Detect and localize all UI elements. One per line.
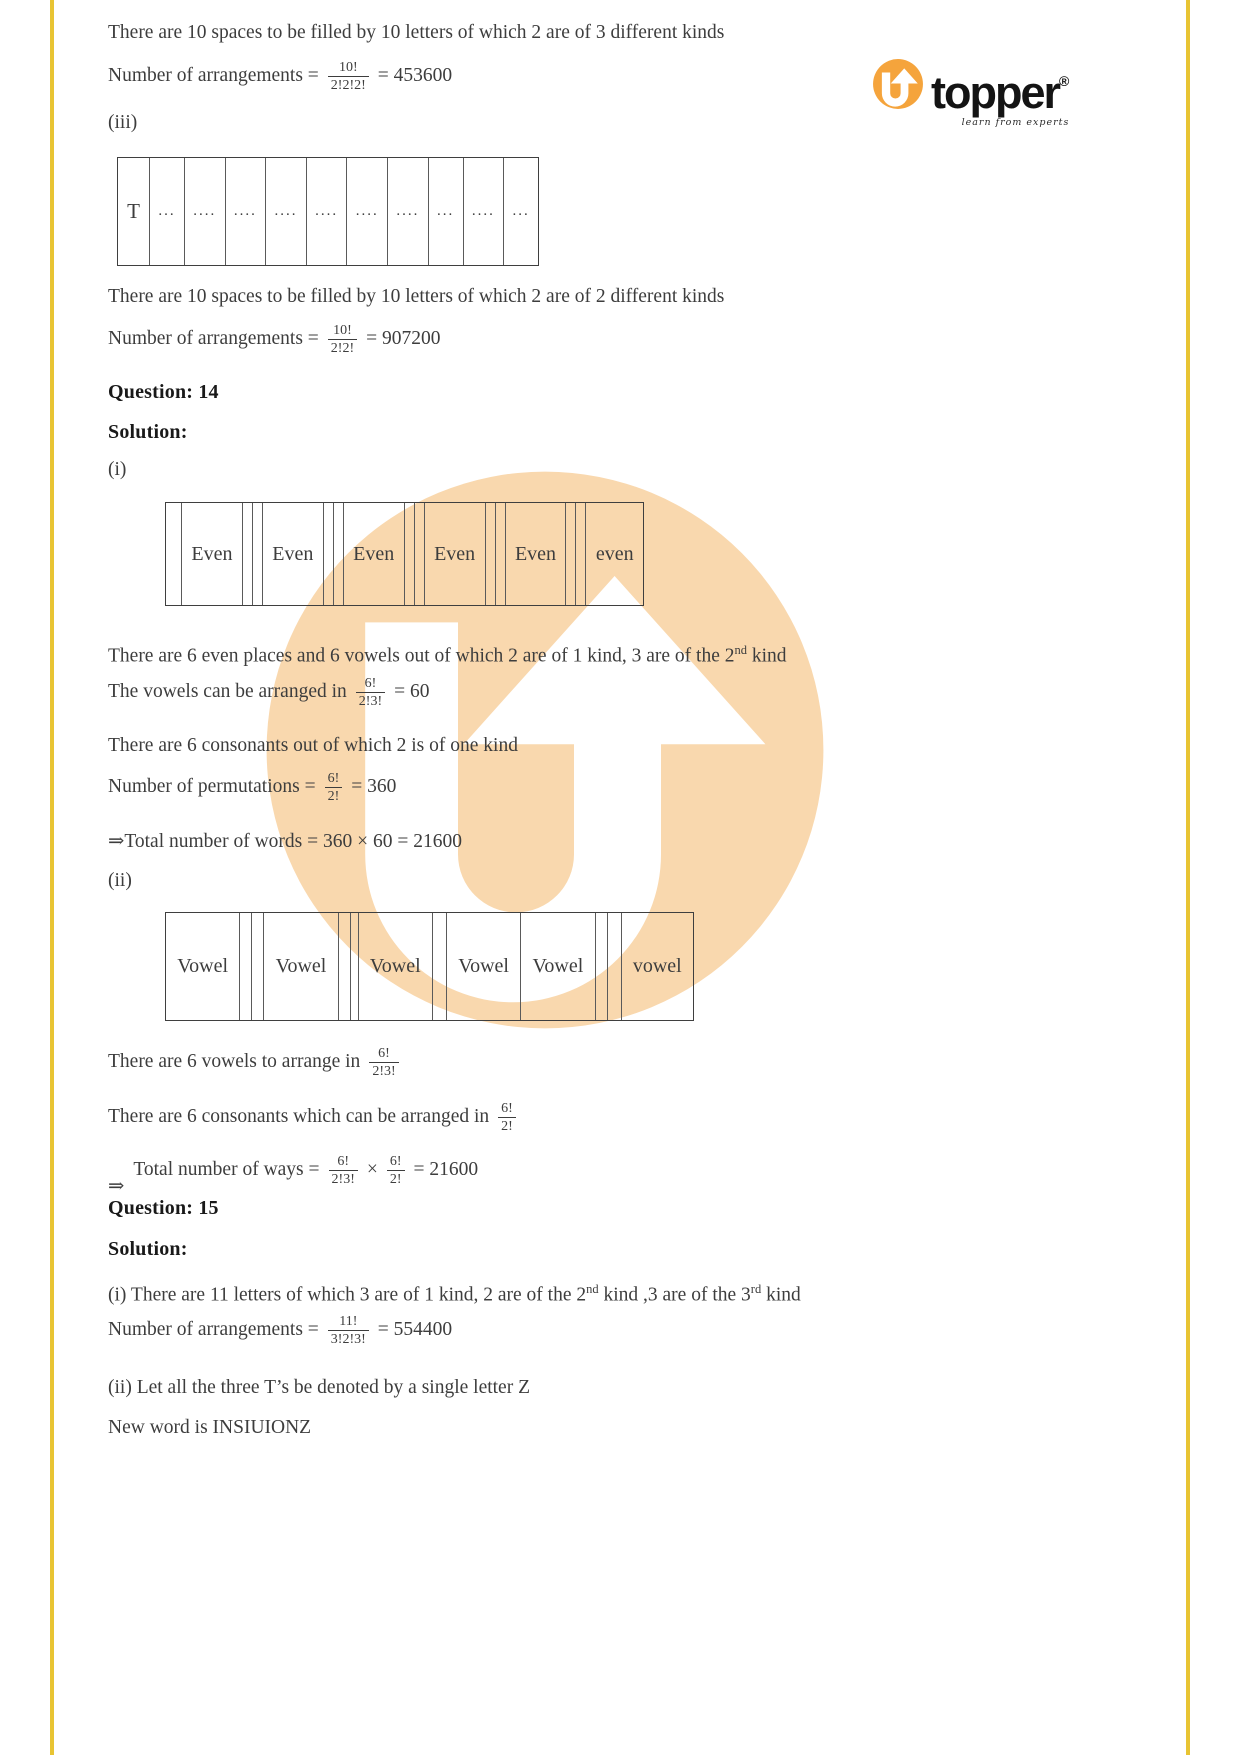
brand-name-text: topper bbox=[931, 67, 1059, 118]
table-cell: .... bbox=[464, 158, 505, 265]
table-cell: ... bbox=[150, 158, 185, 265]
equation-label: Number of arrangements = bbox=[108, 328, 319, 349]
table-cell: Vowel bbox=[447, 913, 521, 1020]
table-cell bbox=[576, 503, 586, 605]
table-cell bbox=[496, 503, 506, 605]
brand-logo bbox=[872, 58, 1069, 128]
fraction-denominator: 2!3! bbox=[356, 692, 385, 710]
paragraph-text: kind ,3 are of the 3 bbox=[598, 1284, 751, 1306]
table-cell bbox=[240, 913, 252, 1020]
list-marker: (ii) bbox=[108, 870, 132, 891]
table-cell: Even bbox=[344, 503, 405, 605]
equation-label: The vowels can be arranged in bbox=[108, 681, 347, 702]
ordinal-suffix: rd bbox=[750, 1282, 762, 1296]
equation bbox=[108, 668, 429, 716]
table-cell: Vowel bbox=[264, 913, 338, 1020]
table-cell: vowel bbox=[632, 955, 682, 977]
question-heading: Question: 15 bbox=[108, 1197, 219, 1219]
equation bbox=[108, 1146, 479, 1197]
fraction bbox=[387, 1153, 405, 1188]
fraction-denominator: 2!3! bbox=[329, 1170, 358, 1188]
fraction-denominator: 2!2!2! bbox=[328, 76, 369, 94]
paragraph: There are 6 consonants out of which 2 is of one kind bbox=[108, 735, 518, 756]
fraction-numerator: 6! bbox=[364, 675, 377, 691]
table-cell: Even bbox=[425, 503, 486, 605]
paragraph-text: kind bbox=[761, 1284, 801, 1306]
paragraph-text: kind bbox=[746, 645, 787, 667]
fraction-numerator: 6! bbox=[389, 1153, 402, 1169]
fraction bbox=[328, 1313, 369, 1348]
equation-result: = 60 bbox=[394, 681, 430, 702]
implies-arrow: ⇒ bbox=[108, 1176, 125, 1197]
table-cell: .... bbox=[347, 158, 388, 265]
fraction-denominator: 2! bbox=[387, 1170, 405, 1188]
fraction bbox=[328, 322, 357, 357]
fraction-numerator: 6! bbox=[378, 1045, 390, 1061]
list-marker: (iii) bbox=[108, 112, 138, 133]
table-cell bbox=[166, 503, 182, 605]
equation-result: = 360 bbox=[351, 776, 397, 797]
equation-result: = 554400 bbox=[377, 1319, 453, 1340]
equation-label: Number of arrangements = bbox=[108, 65, 319, 86]
equation-label: Number of permutations = bbox=[108, 776, 316, 797]
fraction-denominator: 2!2! bbox=[328, 339, 357, 357]
table-cell: ... bbox=[512, 203, 530, 219]
fraction-numerator: 6! bbox=[327, 770, 340, 786]
table-cell: .... bbox=[266, 158, 307, 265]
table-cell bbox=[596, 913, 608, 1020]
equation-label: There are 6 consonants which can be arranged in bbox=[108, 1106, 490, 1127]
table-cell: Vowel bbox=[166, 913, 240, 1020]
table-cell bbox=[253, 503, 263, 605]
table-cell bbox=[339, 913, 351, 1020]
table-cell: .... bbox=[307, 158, 348, 265]
table-cell bbox=[324, 503, 334, 605]
question-heading: Question: 14 bbox=[108, 381, 219, 403]
times-sign: × bbox=[366, 1159, 378, 1180]
fraction bbox=[325, 770, 343, 805]
equation-result: = 453600 bbox=[377, 65, 453, 86]
equation bbox=[108, 52, 452, 100]
brand-tagline: learn from experts bbox=[961, 117, 1070, 128]
equation-label: There are 6 vowels to arrange in bbox=[108, 1051, 361, 1072]
equation bbox=[108, 1306, 452, 1354]
table-cell bbox=[334, 503, 344, 605]
registered-mark: ® bbox=[1059, 73, 1070, 89]
table-cell bbox=[566, 503, 576, 605]
ordinal-suffix: nd bbox=[586, 1282, 599, 1296]
table-cell: T bbox=[118, 158, 150, 265]
table-cell: Vowel bbox=[521, 913, 595, 1020]
fraction bbox=[369, 1045, 398, 1080]
fraction-numerator: 11! bbox=[339, 1313, 358, 1329]
solution-heading: Solution: bbox=[108, 1238, 188, 1260]
list-marker: (i) bbox=[108, 459, 127, 480]
paragraph: There are 10 spaces to be filled by 10 letters of which 2 are of 2 different kinds bbox=[108, 286, 725, 307]
table-cell bbox=[351, 913, 359, 1020]
paragraph bbox=[108, 637, 787, 670]
paragraph: New word is INSIUIONZ bbox=[108, 1417, 312, 1438]
fraction-denominator: 2! bbox=[498, 1117, 516, 1135]
table-cell: even bbox=[595, 542, 634, 565]
equation bbox=[108, 763, 396, 811]
table-cell: .... bbox=[388, 158, 429, 265]
ordinal-suffix: nd bbox=[734, 643, 747, 657]
fraction-denominator: 3!2!3! bbox=[328, 1330, 369, 1348]
table-cell bbox=[608, 913, 622, 1020]
even-places-table bbox=[165, 502, 644, 606]
fraction bbox=[328, 59, 369, 94]
table-cell: .... bbox=[185, 158, 226, 265]
table-cell: Even bbox=[506, 503, 567, 605]
table-cell: Even bbox=[182, 503, 243, 605]
paragraph: ⇒Total number of words = 360 × 60 = 21600 bbox=[108, 831, 462, 852]
fraction-denominator: 2! bbox=[325, 787, 343, 805]
brand-text bbox=[931, 58, 1069, 128]
table-cell: ... bbox=[429, 158, 464, 265]
equation-label: Total number of ways = bbox=[133, 1159, 320, 1180]
vowel-places-table bbox=[165, 912, 694, 1021]
table-cell: Even bbox=[263, 503, 324, 605]
fraction-numerator: 10! bbox=[333, 322, 352, 338]
table-cell bbox=[486, 503, 496, 605]
fraction-numerator: 6! bbox=[337, 1153, 350, 1169]
paragraph: There are 10 spaces to be filled by 10 letters of which 2 are of 3 different kinds bbox=[108, 22, 725, 43]
table-cell bbox=[433, 913, 447, 1020]
equation-result: = 21600 bbox=[413, 1159, 479, 1180]
fraction-denominator: 2!3! bbox=[369, 1062, 398, 1080]
equation bbox=[108, 1038, 399, 1086]
fraction bbox=[329, 1153, 358, 1188]
fraction-numerator: 10! bbox=[338, 59, 358, 75]
fraction bbox=[356, 675, 385, 710]
table-cell bbox=[252, 913, 264, 1020]
paragraph: (ii) Let all the three T’s be denoted by a single letter Z bbox=[108, 1377, 530, 1398]
fraction-numerator: 6! bbox=[501, 1100, 513, 1116]
equation bbox=[108, 315, 441, 363]
solution-heading: Solution: bbox=[108, 421, 188, 443]
page-border-line bbox=[50, 0, 54, 1755]
page-border-line bbox=[1186, 0, 1190, 1755]
equation-result: = 907200 bbox=[366, 328, 441, 349]
table-cell: Vowel bbox=[359, 913, 433, 1020]
table-cell: .... bbox=[226, 158, 267, 265]
table-cell bbox=[405, 503, 415, 605]
paragraph-text: There are 6 even places and 6 vowels out of which 2 are of 1 kind, 3 are of the 2 bbox=[108, 645, 735, 667]
brand-name bbox=[931, 58, 1069, 116]
paragraph-text: (i) There are 11 letters of which 3 are of 1 kind, 2 are of the 2 bbox=[108, 1284, 587, 1306]
fraction bbox=[498, 1100, 516, 1135]
u-arrow-icon bbox=[872, 58, 924, 110]
equation bbox=[108, 1093, 516, 1141]
letter-spaces-table bbox=[117, 157, 539, 266]
table-cell bbox=[243, 503, 253, 605]
table-cell bbox=[415, 503, 425, 605]
equation-label: Number of arrangements = bbox=[108, 1319, 319, 1340]
paragraph bbox=[108, 1276, 801, 1309]
